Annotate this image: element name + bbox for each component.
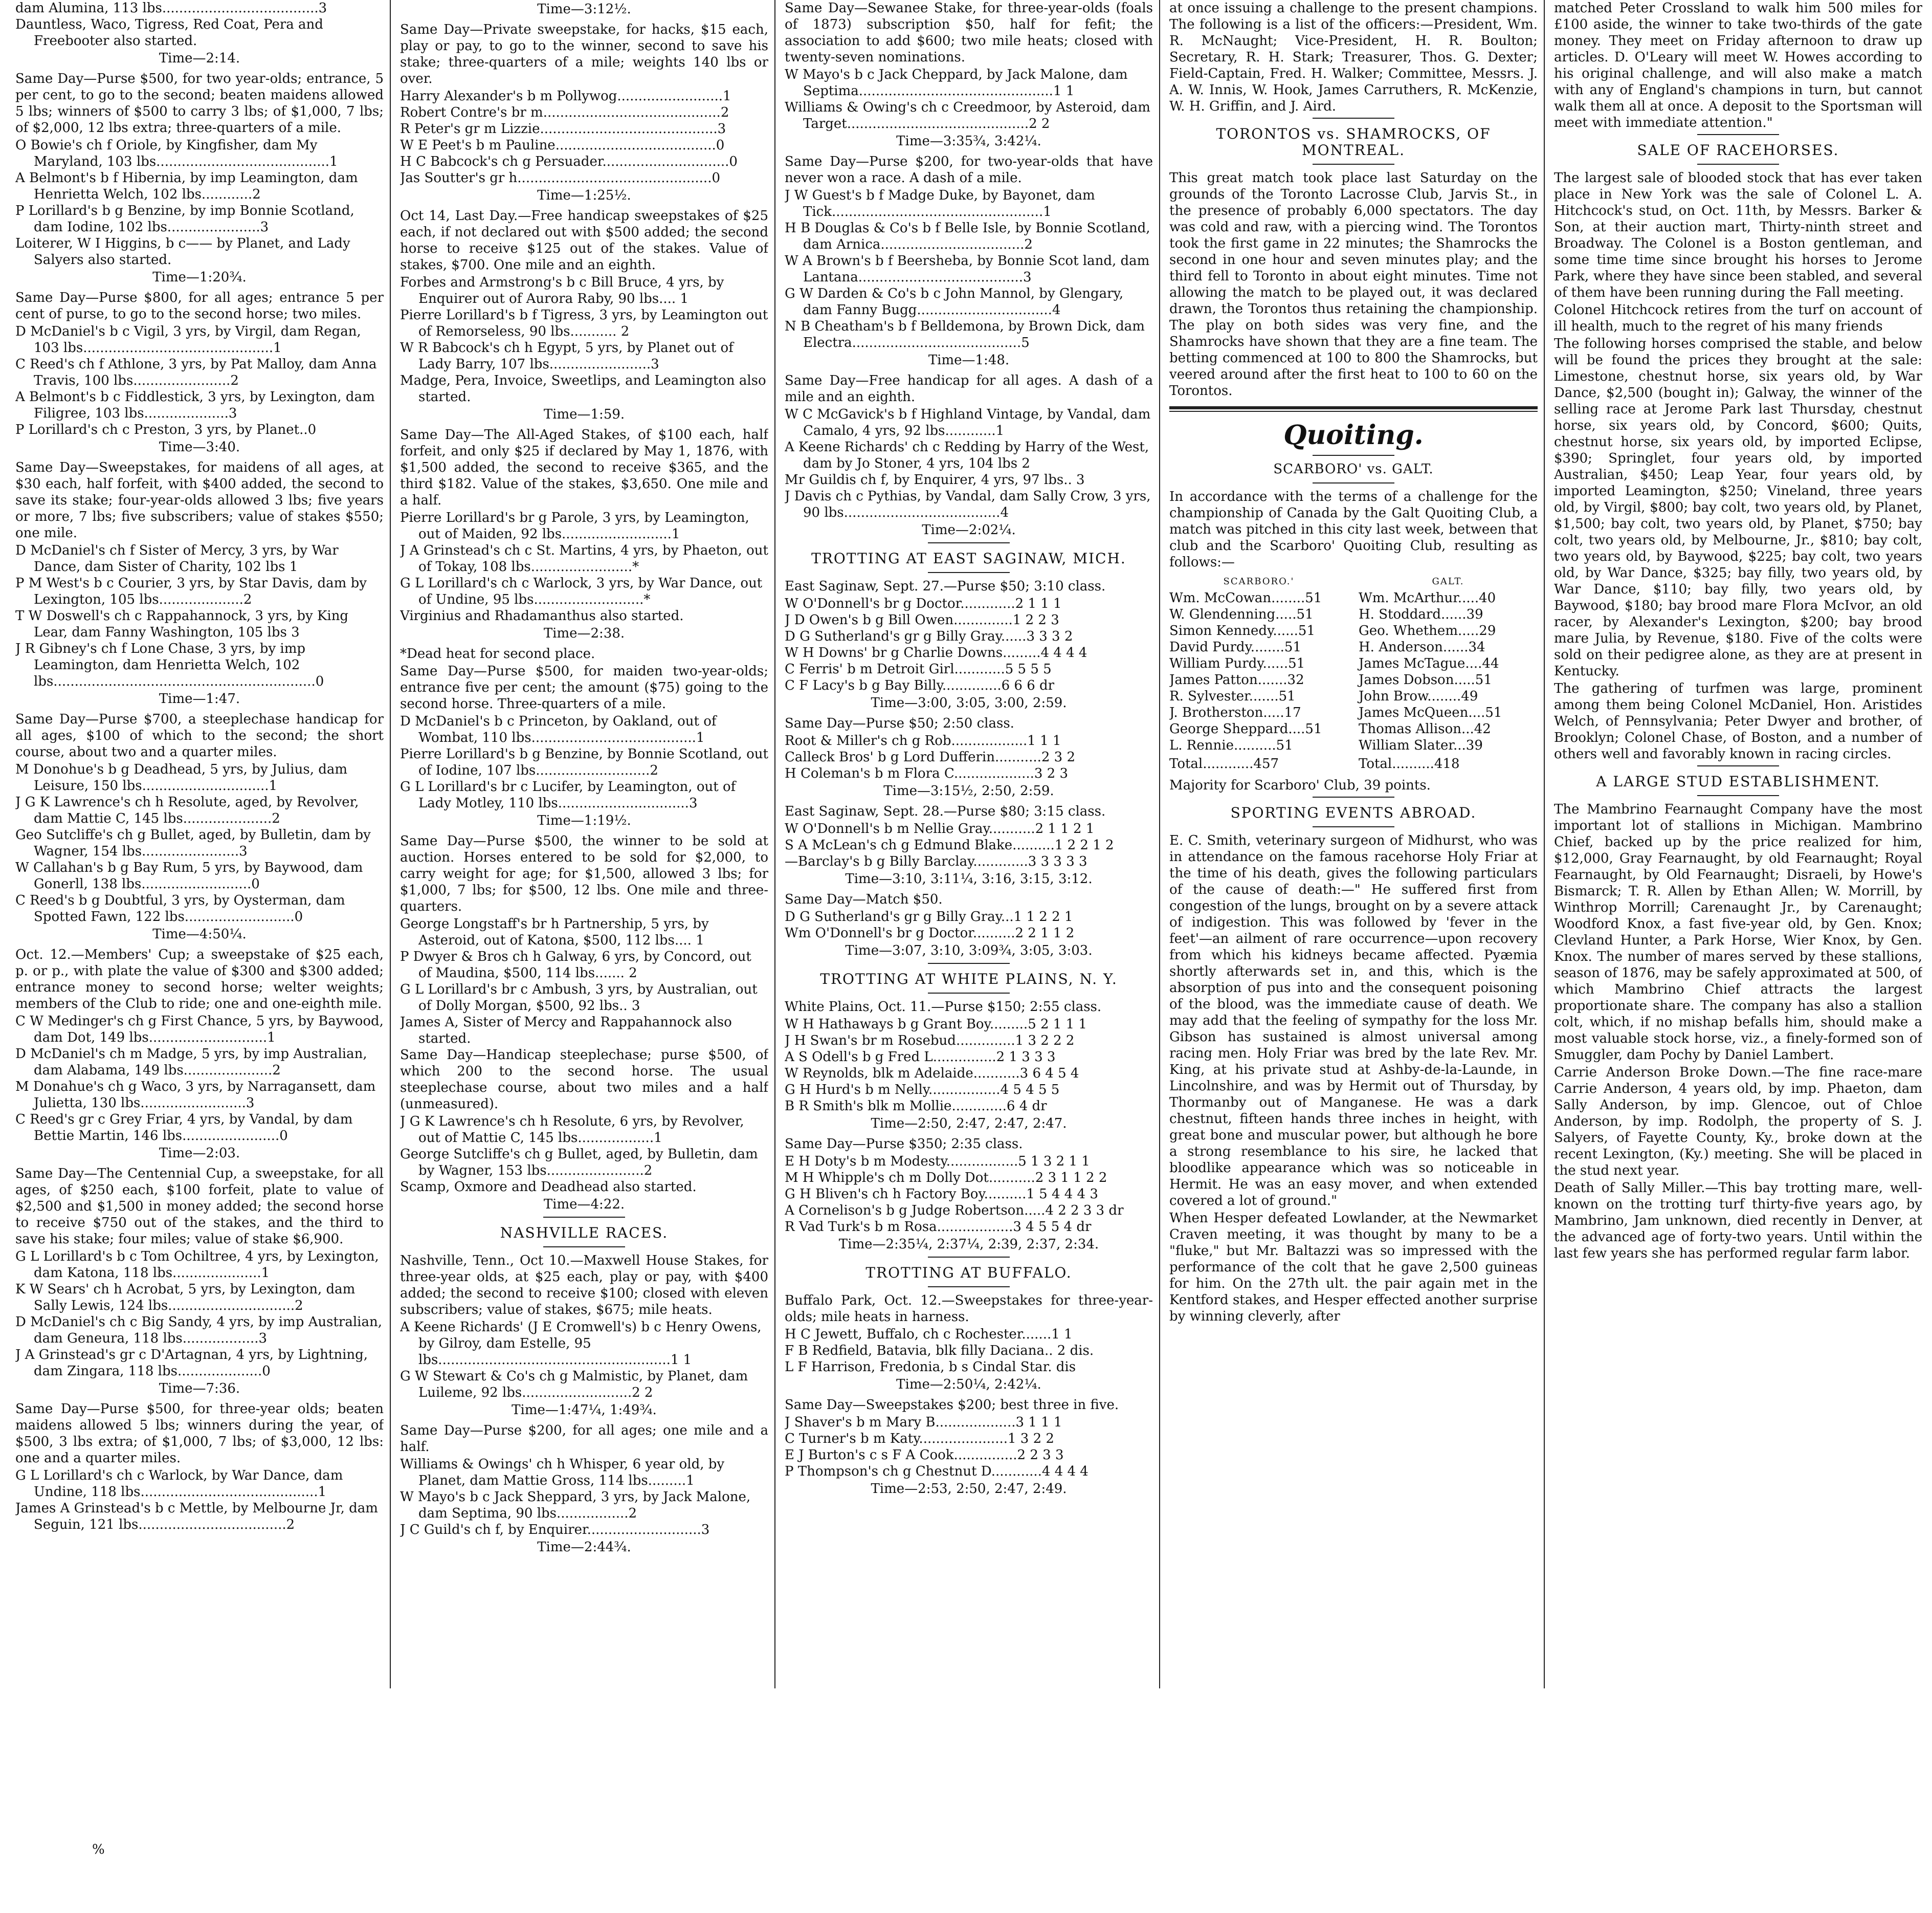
entry: George Sutcliffe's ch g Bullet, aged, by Bulletin, dam by Wagner, 153 lbs.......................2 (400, 1147, 758, 1178)
entry: P M West's b c Courier, 3 yrs, by Star Davis, dam by Lexington, 105 lbs....................2 (15, 576, 367, 607)
divider (1313, 118, 1394, 119)
entry: —Barclay's b g Billy Barclay.............3 3 3 3 3 (785, 854, 1087, 869)
column-3 (785, 0, 1153, 1913)
entry: K W Sears' ch h Acrobat, 5 yrs, by Lexington, dam Sally Lewis, 124 lbs..............................2 (15, 1282, 356, 1313)
race-time: Time—1:59. (543, 407, 625, 422)
section-heading: TROTTING AT EAST SAGINAW, MICH. (811, 550, 1126, 567)
article-text: at once issuing a challenge to the present champions. The following is a list of the officers:—President, Wm. R. McNaught; Vice-President, H. R. Boulton; Secretary, R. H. Stark; Treasurer, Thos. G. Dexter; Field-Captain, Fred. H. Walker; Committee, Messrs. J. A. W. Innis, W. Hook, James Carruthers, R. McKenzie, W. H. Griffin, and J. Aird. (1169, 1, 1538, 114)
score-row: H. Stoddard......39 (1359, 607, 1483, 622)
entry: Williams & Owing's ch c Creedmoor, by Asteroid, dam Target...........................................2 2 (785, 100, 1150, 131)
race-conditions: Same Day—Purse $500, for two year-olds; entrance, 5 per cent, to go to the second; beaten maidens allowed 5 lbs; winners of $500 to carry 3 lbs; of $1,000, 7 lbs; of $2,000, 12 lbs extra; three-quarters of a mile. (15, 71, 384, 136)
article-text: E. C. Smith, veterinary surgeon of Midhurst, who was in attendance on the famous racehorse Holy Friar at the time of his death, gives the following particulars of the cause of death:—" He suffered first from congestion of the lungs, brought on by a severe attack of indigestion. This was followed by 'fever in the feet'—an ailment of rare occurrence—upon recovery from which his kidneys became affected. Pyæmia shortly afterwards set in, and this, which is the absorption of pus into and the consequent poisoning of the blood, was the immediate cause of death. We may add that the feeling of sympathy for the loss Mr. Gibson has sustained is almost universal among racing men. Holy Friar was bred by the late Rev. Mr. King, at his private stud at Ashby-de-la-Launde, in Lincolnshire, and was by Hermit out of Thursday, by Thormanby out of Manganese. He was a dark chestnut, fifteen hands three inches in height, with great bone and muscular power, but although he bore a strong resemblance to his sire, he lacked that bloodlike appearance which was so noticeable in Hermit. He was an easy mover, and when extended covered a lot of ground." (1169, 833, 1538, 1208)
section-heading: A LARGE STUD ESTABLISHMENT. (1596, 773, 1880, 790)
divider (928, 963, 1010, 964)
entry: G L Lorillard's br c Ambush, 3 yrs, by Australian, out of Dolly Morgan, $500, 92 lbs.. 3 (400, 982, 758, 1014)
subheading: SCARBORO' vs. GALT. (1273, 461, 1434, 477)
entry: W Mayo's b c Jack Cheppard, by Jack Malone, dam Septima..............................................1 1 (785, 67, 1128, 99)
column-rule (390, 0, 391, 1688)
score-row: Thomas Allison...42 (1359, 721, 1491, 737)
race-conditions: Same Day—Purse $200, for two-year-olds that have never won a race. A dash of a mile. (785, 154, 1153, 186)
entry: R Vad Turk's b m Rosa..................3 4 5 5 4 dr (785, 1219, 1092, 1235)
entry: Scamp, Oxmore and Deadhead also started. (400, 1179, 697, 1195)
entry: O Bowie's ch f Oriole, by Kingfisher, dam My Maryland, 103 lbs.........................................1 (15, 138, 338, 169)
article-text: Death of Sally Miller.—This bay trotting mare, well-known on the trotting turf thirty-five years ago, by Mambrino, Jam unknown, died recently in Denver, at the advanced age of forty-two years. Until within the last few years she has performed regular farm labor. (1554, 1180, 1922, 1261)
entry: Pierre Lorillard's br g Parole, 3 yrs, by Leamington, out of Maiden, 92 lbs..........................1 (400, 510, 749, 542)
entry: C W Medinger's ch g First Chance, 5 yrs, by Baywood, dam Dot, 149 lbs............................1 (15, 1014, 384, 1045)
entry: W Mayo's b c Jack Sheppard, 3 yrs, by Jack Malone, dam Septima, 90 lbs.................2 (400, 1489, 751, 1521)
entry: G L Lorillard's ch c Warlock, 3 yrs, by War Dance, out of Undine, 95 lbs..........................* (400, 576, 763, 607)
race-time: Time—3:07, 3:10, 3:09¾, 3:05, 3:03. (845, 943, 1093, 958)
race-conditions: White Plains, Oct. 11.—Purse $150; 2:55 class. (785, 999, 1102, 1015)
entry: W Reynolds, blk m Adelaide...........3 6 4 5 4 (785, 1066, 1079, 1081)
entry: D McDaniel's b c Vigil, 3 yrs, by Virgil, dam Regan, 103 lbs.............................................1 (15, 324, 361, 356)
race-conditions: Oct 14, Last Day.—Free handicap sweepstakes of $25 each, if not declared out with $500 added; the second horse to receive $125 out of the stakes. Value of stakes, $700. One mile and an eighth. (400, 208, 768, 273)
entry: J D Owen's b g Bill Owen..............1 2 2 3 (785, 612, 1059, 628)
race-conditions: Same Day—Purse $500, for maiden two-year-olds; entrance five per cent; the amount ($75) going to the second horse. Three-quarters of a mile. (400, 664, 768, 712)
race-time: Time—3:40. (159, 439, 240, 455)
score-row: James Patton.......32 (1169, 672, 1304, 688)
entry: H C Babcock's ch g Persuader..............................0 (400, 154, 738, 169)
race-time: Time—3:00, 3:05, 3:00, 2:59. (871, 695, 1067, 711)
entry: Loiterer, W I Higgins, b c—— by Planet, and Lady Salyers also started. (15, 236, 350, 268)
race-conditions: Same Day—Purse $700, a steeplechase handicap for all ages, $100 of which to the second; the short course, about two and a quarter miles. (15, 712, 384, 760)
entry: C Reed's b g Doubtful, 3 yrs, by Oysterman, dam Spotted Fawn, 122 lbs..........................0 (15, 893, 345, 925)
entry: J Shaver's b m Mary B...................3 1 1 1 (785, 1415, 1062, 1430)
entry: D McDaniel's ch c Big Sandy, 4 yrs, by imp Australian, dam Geneura, 118 lbs..................3 (15, 1314, 383, 1346)
race-time: Time—4:22. (543, 1197, 625, 1212)
score-row: James Dobson.....51 (1359, 672, 1492, 688)
entry: R Peter's gr m Lizzie..........................................3 (400, 121, 726, 137)
divider (928, 542, 1010, 543)
race-time: Time—1:19½. (537, 813, 631, 828)
race-time: Time—1:20¾. (152, 270, 247, 285)
entry: Virginius and Rhadamanthus also started. (400, 608, 684, 624)
entry: Root & Miller's ch g Rob..................1 1 1 (785, 733, 1061, 749)
race-conditions: Same Day—Private sweepstake, for hacks, $15 each, play or pay, to go to the winner, second to save his stake; three-quarters of a mile; weights 140 lbs or over. (400, 22, 768, 86)
entry: dam Alumina, 113 lbs.....................................3 (15, 1, 327, 16)
race-conditions: Same Day—Sweepstakes, for maidens of all ages, at $30 each, half forfeit, with $400 added, the second to save its stake; four-year-olds allowed 3 lbs; five years or more, 7 lbs; five subscribers; value of stakes $550; one mile. (15, 460, 384, 541)
entry: M Donahue's ch g Waco, 3 yrs, by Narragansett, dam Julietta, 130 lbs.........................3 (15, 1079, 376, 1111)
race-conditions: Same Day—Purse $50; 2:50 class. (785, 716, 1014, 731)
divider (1697, 164, 1779, 165)
divider (1313, 482, 1394, 483)
entry: A Keene Richards' (J E Cromwell's) b c Henry Owens, by Gilroy, dam Estelle, 95 lbs.......................................................1 1 (400, 1320, 762, 1368)
entry: D G Sutherland's gr g Billy Gray......3 3 3 2 (785, 629, 1073, 644)
entry: A Cornelison's b g Judge Robertson.....4 2 2 3 3 dr (785, 1203, 1124, 1218)
score-total-right: Total..........418 (1359, 756, 1460, 772)
section-banner: Quoiting. (1283, 420, 1424, 451)
column-1 (15, 0, 384, 1913)
entry: P Lorillard's b g Benzine, by imp Bonnie Scotland, dam Iodine, 102 lbs......................3 (15, 203, 354, 235)
race-conditions: East Saginaw, Sept. 28.—Purse $80; 3:15 class. (785, 804, 1106, 819)
entry: Madge, Pera, Invoice, Sweetlips, and Leamington also started. (400, 373, 766, 405)
entry: G H Bliven's ch h Factory Boy..........1 5 4 4 4 3 (785, 1186, 1098, 1202)
entry: W O'Donnell's b m Nellie Gray...........2 1 1 2 1 (785, 821, 1095, 837)
score-row: H. Anderson......34 (1359, 640, 1485, 655)
article-text: In accordance with the terms of a challenge for the championship of Canada by the Galt Quoiting Club, a match was pitched in this city last week, between that club and the Scarboro' Quoiting Club, resulting as follows:— (1169, 489, 1538, 570)
race-time: Time—2:53, 2:50, 2:47, 2:49. (871, 1481, 1067, 1497)
column-rule (1159, 0, 1160, 1688)
entry: W A Brown's b f Beersheba, by Bonnie Scot land, dam Lantana.......................................3 (785, 253, 1150, 285)
score-table (1169, 574, 1538, 772)
divider (928, 572, 1010, 573)
entry: B R Smith's blk m Mollie.............6 4 dr (785, 1098, 1047, 1114)
race-conditions: Same Day—Purse $800, for all ages; entrance 5 per cent of purse, to go to the second horse; two miles. (15, 290, 384, 322)
entry: C Ferris' b m Detroit Girl............5 5 5 5 (785, 662, 1052, 677)
section-heading: SALE OF RACEHORSES. (1637, 142, 1839, 159)
entry: M H Whipple's ch m Dolly Dot...........2 3 1 1 2 2 (785, 1170, 1107, 1185)
race-time: Time—3:35¾, 3:42¼. (896, 134, 1041, 149)
article-text: The following horses comprised the stable, and below will be found the prices they brought at the sale: Limestone, chestnut horse, six years old, by War Dance, $2,500 (bought in); Galway, the winner of the selling race at Jerome Park last Thursday, chestnut horse, six years old, by Concord, $600; Quits, chestnut horse, six years old, by imported Eclipse, $390; Springlet, four years old, by imported Australian, $450; Leap Year, four years old, by imported Leamington, $250; Vineland, three years old, by Virgil, $800; bay colt, two years old, by Planet, $1,500; bay colt, two years old, by Planet, $750; bay colt, two years old, by Melbourne, Jr., $810; bay colt, two years old, by Baywood, $225; bay colt, two years old, by War Dance, $325; bay filly, two years old, by War Dance, $110; bay filly, two years old, by Baywood, $180; bay brood mare Flora McIvor, an old racer, by Alexander's Lexington, $200; bay brood mare Julia, by Revenue, $180. Five of the colts were sold on their pedigree alone, as they are at present in Kentucky. (1554, 336, 1922, 679)
entry: W H Downs' br g Charlie Downs.........4 4 4 4 (785, 645, 1087, 661)
entry: C Reed's ch f Athlone, 3 yrs, by Pat Malloy, dam Anna Travis, 100 lbs.......................2 (15, 357, 377, 388)
race-time: Time—2:14. (159, 51, 240, 66)
entry: P Thompson's ch g Chestnut D............4 4 4 4 (785, 1464, 1089, 1479)
entry: W Callahan's b g Bay Rum, 5 yrs, by Baywood, dam Gonerll, 138 lbs..........................0 (15, 860, 363, 892)
entry: E J Burton's c s F A Cook...............2 2 3 3 (785, 1447, 1064, 1463)
entry: L F Harrison, Fredonia, b s Cindal Star. dis (785, 1359, 1076, 1375)
section-heading: TROTTING AT BUFFALO. (865, 1264, 1072, 1281)
column-2 (400, 0, 768, 1913)
section-heading: NASHVILLE RACES. (500, 1224, 669, 1241)
entry: J Davis ch c Pythias, by Vandal, dam Sally Crow, 3 yrs, 90 lbs.....................................4 (785, 489, 1151, 520)
entry: J C Guild's ch f, by Enquirer...........................3 (400, 1522, 710, 1537)
race-conditions: Nashville, Tenn., Oct 10.—Maxwell House Stakes, for three-year olds, at $25 each, play or pay, with $400 added; the second to receive $100; closed with eleven subscribers; value of stakes, $675; mile heats. (400, 1253, 768, 1317)
race-time: Time—7:36. (159, 1381, 240, 1396)
section-rule (1169, 406, 1538, 412)
race-time: Time—1:47. (159, 691, 240, 707)
entry: Calleck Bros' b g Lord Dufferin...........2 3 2 (785, 750, 1076, 765)
divider (1697, 765, 1779, 766)
race-time: Time—2:44¾. (537, 1540, 631, 1555)
score-row: Simon Kennedy......51 (1169, 623, 1315, 639)
entry: G H Hurd's b m Nelly.................4 5 4 5 5 (785, 1082, 1060, 1097)
race-time: Time—2:38. (543, 626, 625, 641)
entry: D McDaniel's ch m Madge, 5 yrs, by imp Australian, dam Alabama, 149 lbs.....................2 (15, 1046, 367, 1078)
entry: Forbes and Armstrong's b c Bill Bruce, 4 yrs, by Enquirer out of Aurora Raby, 90 lbs.... 1 (400, 275, 724, 306)
score-row: George Sheppard....51 (1169, 721, 1322, 737)
race-conditions: Oct. 12.—Members' Cup; a sweepstake of $25 each, p. or p., with plate the value of $300 and $300 added; entrance money to second horse; welter weights; members of the Club to ride; one and one-eighth mile. (15, 947, 384, 1012)
score-row: James McQueen....51 (1359, 705, 1502, 720)
race-conditions: Same Day—Sewanee Stake, for three-year-olds (foals of 1873) subscription $50, half for fefit; the association to add $600; two mile heats; closed with twenty-seven nominations. (785, 1, 1153, 65)
article-text: This great match took place last Saturday on the grounds of the Toronto Lacrosse Club, Jarvis St., in the presence of probably 6,000 spectators. The day was cold and raw, with a piercing wind. The Torontos took the first game in 22 minutes; the Shamrocks the second in one hour and seven minutes play; and the third fell to Toronto in about eight minutes. Time not allowing the match to be played out, it was declared drawn, the Torontos thus retaining the championship. The play on both sides was very fine, and the Shamrocks have shown that they are a fine team. The betting commenced at 100 to 800 the Shamrocks, but veered around after the first heat to 100 to 60 on the Torontos. (1169, 170, 1538, 399)
race-conditions: Same Day—Purse $350; 2:35 class. (785, 1136, 1023, 1152)
race-conditions: Same Day—Match $50. (785, 892, 943, 907)
score-row: Geo. Whethem.....29 (1359, 623, 1496, 639)
divider (1697, 795, 1779, 796)
entry: J R Gibney's ch f Lone Chase, 3 yrs, by imp Leamington, dam Henrietta Welch, 102 lbs..............................................................0 (15, 641, 324, 689)
entry: J H Swan's br m Rosebud..............1 3 2 2 2 (785, 1033, 1075, 1048)
entry: A S Odell's b g Fred L...............2 1 3 3 3 (785, 1049, 1056, 1065)
entry: E H Doty's b m Modesty.................5 1 3 2 1 1 (785, 1154, 1090, 1169)
race-conditions: Buffalo Park, Oct. 12.—Sweepstakes for three-year-olds; mile heats in harness. (785, 1293, 1153, 1325)
entry: D McDaniel's b c Princeton, by Oakland, out of Wombat, 110 lbs.......................................1 (400, 714, 717, 745)
divider (928, 1286, 1010, 1287)
article-text: The Mambrino Fearnaught Company have the most important lot of stallions in Michigan. Mambrino Chief, backed up by the price realized for him, $12,000, Gray Fearnaught, by old Fearnaught; Royal Fearnaught, by Old Fearnaught; Disraeli, by Howe's Bismarck; T. R. Allen by Ethan Allen; W. Morrill, by Winthrop Morrill; Carenaught Jr., by Carenaught; Woodford Knox, a fast five-year old, by Gen. Knox; Clevland Hunter, a Park Horse, Wier Knox, by Gen. Knox. The number of mares served by these stallions, season of 1876, may be safely approximated at 500, of which Mambrino Chief attracts the largest proportionate share. The company has also a stallion colt, which, if no mishap befalls him, should make a most valuable stock horse, viz., a finely-formed son of Smuggler, dam Pochy by Daniel Lambert. (1554, 802, 1922, 1063)
race-time: Time—2:02¼. (922, 522, 1016, 538)
entry: James A Grinstead's b c Mettle, by Melbourne Jr, dam Seguin, 121 lbs...................................2 (15, 1501, 378, 1532)
score-total-left: Total............457 (1169, 756, 1279, 772)
score-row: Wm. McCowan........51 (1169, 590, 1322, 606)
entry: T W Doswell's ch c Rappahannock, 3 yrs, by King Lear, dam Fanny Washington, 105 lbs 3 (15, 608, 349, 640)
entry: George Longstaff's br h Partnership, 5 yrs, by Asteroid, out of Katona, $500, 112 lbs.... 1 (400, 916, 709, 948)
entry: W H Hathaways b g Grant Boy.........5 2 1 1 1 (785, 1017, 1087, 1032)
divider (1313, 455, 1394, 456)
race-time: Time—3:12½. (537, 2, 631, 17)
race-conditions: Same Day—The Centennial Cup, a sweepstake, for all ages, of $250 each, $100 forfeit, plate to value of $2,500 and $1,500 in money added; the second horse to receive $750 out of the stakes, and the third to save his stake; four miles; value of stake $6,900. (15, 1166, 384, 1247)
entry: Dauntless, Waco, Tigress, Red Coat, Pera and Freebooter also started. (15, 17, 323, 49)
entry: A Belmont's b c Fiddlestick, 3 yrs, by Lexington, dam Filigree, 103 lbs....................3 (15, 389, 375, 421)
race-conditions: Same Day—Purse $500, the winner to be sold at auction. Horses entered to be sold for $2,000, to carry weight for age; for $1,500, allowed 3 lbs; for $1,000, 7 lbs; for $500, 12 lbs. One mile and three-quarters. (400, 833, 768, 914)
entry: A Belmont's b f Hibernia, by imp Leamington, dam Henrietta Welch, 102 lbs............2 (15, 170, 358, 202)
entry: Geo Sutcliffe's ch g Bullet, aged, by Bulletin, dam by Wagner, 154 lbs.......................3 (15, 827, 371, 859)
divider (1313, 164, 1394, 165)
page-mark: % (92, 1842, 105, 1857)
entry: Harry Alexander's b m Pollywog.........................1 (400, 89, 731, 104)
entry: C Turner's b m Katy.....................1 3 2 2 (785, 1431, 1054, 1446)
entry: J W Guest's b f Madge Duke, by Bayonet, dam Tick..................................................1 (785, 188, 1095, 219)
race-conditions: Same Day—Purse $200, for all ages; one mile and a half. (400, 1423, 768, 1455)
divider (1697, 134, 1779, 135)
score-header-left: SCARBORO.' (1223, 576, 1295, 587)
race-time: Time—3:10, 3:11¼, 3:16, 3:15, 3:12. (845, 871, 1093, 887)
entry: Pierre Lorillard's b f Tigress, 3 yrs, by Leamington out of Remorseless, 90 lbs........... 2 (400, 307, 768, 339)
entry: D G Sutherland's gr g Billy Gray...1 1 2 2 1 (785, 909, 1073, 925)
column-rule (1544, 0, 1545, 1688)
article-text: matched Peter Crossland to walk him 500 miles for £100 aside, the winner to take two-thirds of the gate money. They meet on Friday afternoon to draw up articles. D. O'Leary will meet W. Howes according to his original challenge, and will also make a match with any of England's champions in turn, but cannot walk them all at once. A deposit to the Sportsman will meet with immediate attention." (1554, 1, 1922, 130)
score-header-right: GALT. (1432, 576, 1464, 587)
column-4 (1169, 0, 1538, 1913)
race-conditions: East Saginaw, Sept. 27.—Purse $50; 3:10 class. (785, 579, 1106, 594)
entry: G L Lorillard's br c Lucifer, by Leamington, out of Lady Motley, 110 lbs...............................3 (400, 779, 736, 811)
entry: J G K Lawrence's ch h Resolute, 6 yrs, by Revolver, out of Mattie C, 145 lbs..................1 (400, 1114, 744, 1146)
entry: P Lorillard's ch c Preston, 3 yrs, by Planet..0 (15, 422, 317, 437)
race-time: Time—2:35¼, 2:37¼, 2:39, 2:37, 2:34. (838, 1237, 1099, 1252)
race-time: Time—3:15½, 2:50, 2:59. (883, 783, 1054, 799)
score-row: James McTague....44 (1359, 656, 1499, 671)
race-time: Time—2:50, 2:47, 2:47, 2:47. (871, 1116, 1067, 1131)
race-conditions: Same Day—Purse $500, for three-year olds; beaten maidens allowed 5 lbs; winners during the year, of $500, 3 lbs extra; of $1,000, 7 lbs; of $3,000, 12 lbs: one and a quarter miles. (15, 1401, 384, 1466)
article-text: When Hesper defeated Lowlander, at the Newmarket Craven meeting, it was thought by many to be a "fluke," but Mr. Baltazzi was so impressed with the performance of the colt that he gave 2,500 guineas for him. On the 27th ult. the pair again met in the Kentford stakes, and Hesper effected another surprise by winning cleverly, after (1169, 1211, 1538, 1324)
entry: H B Douglas & Co's b f Belle Isle, by Bonnie Scotland, dam Arnica..................................2 (785, 221, 1150, 252)
entry: A Keene Richards' ch c Redding by Harry of the West, dam by Jo Stoner, 4 yrs, 104 lbs 2 (785, 439, 1149, 471)
score-row: J. Brotherston.....17 (1169, 705, 1301, 720)
divider (543, 1246, 625, 1247)
section-heading: TROTTING AT WHITE PLAINS, N. Y. (820, 971, 1118, 987)
article-text: Colonel Hitchcock retires from the turf on account of ill health, much to the regret of his many friends (1554, 302, 1922, 334)
entry: Jas Soutter's gr h..............................................0 (400, 170, 721, 186)
entry: James A, Sister of Mercy and Rappahannock also started. (400, 1015, 732, 1046)
entry: W O'Donnell's br g Doctor.............2 1 1 1 (785, 596, 1062, 611)
score-row: Wm. McArthur.....40 (1359, 590, 1496, 606)
section-heading: SPORTING EVENTS ABROAD. (1230, 804, 1477, 821)
race-time: Time—1:25½. (537, 188, 631, 203)
race-time: Time—1:48. (928, 353, 1010, 368)
entry: F B Redfield, Batavia, blk filly Daciana.. 2 dis. (785, 1343, 1094, 1358)
race-time: Time—2:03. (159, 1146, 240, 1161)
divider (1313, 826, 1394, 827)
race-time: Time—1:47¼, 1:49¾. (512, 1402, 657, 1418)
race-conditions: Same Day—Handicap steeplechase; purse $500, of which 200 to the second horse. The usual steeplechase course, about two miles and a half (unmeasured). (400, 1047, 768, 1112)
footnote: *Dead heat for second place. (400, 646, 595, 662)
entry: G W Stewart & Co's ch g Malmistic, by Planet, dam Luileme, 92 lbs..........................2 2 (400, 1369, 748, 1400)
entry: G L Lorillard's ch c Warlock, by War Dance, dam Undine, 118 lbs..........................................1 (15, 1468, 343, 1500)
column-rule (774, 0, 775, 1688)
score-row: R. Sylvester.......51 (1169, 689, 1296, 704)
race-conditions: Same Day—The All-Aged Stakes, of $100 each, half forfeit, and only $25 if declared by May 1, 1876, with $1,500 added, the second to receive $365, and the third $182. Value of the stakes, $3,650. One mile and a half. (400, 427, 768, 508)
score-row: John Brow........49 (1359, 689, 1478, 704)
score-row: William Slater...39 (1359, 738, 1483, 753)
divider (543, 1217, 625, 1218)
article-text: Carrie Anderson Broke Down.—The fine race-mare Carrie Anderson, 4 years old, by imp. Phaeton, dam Sally Anderson, by imp. Glencoe, out of Chloe Anderson, by imp. Rodolph, the property of S. J. Salyers, of Fayette County, Ky., broke down at the recent Lexington, (Ky.) meeting. She will be placed in the stud next year. (1554, 1065, 1922, 1178)
entry: H C Jewett, Buffalo, ch c Rochester.......1 1 (785, 1327, 1073, 1342)
entry: D McDaniel's ch f Sister of Mercy, 3 yrs, by War Dance, dam Sister of Charity, 102 lbs 1 (15, 543, 339, 575)
race-time: Time—2:50¼, 2:42¼. (896, 1377, 1041, 1392)
entry: M Donohue's b g Deadhead, 5 yrs, by Julius, dam Leisure, 150 lbs..............................1 (15, 762, 348, 794)
article-text: Majority for Scarboro' Club, 39 points. (1169, 778, 1431, 793)
divider (1313, 797, 1394, 798)
entry: W R Babcock's ch h Egypt, 5 yrs, by Planet out of Lady Barry, 107 lbs........................3 (400, 340, 734, 372)
entry: S A McLean's ch g Edmund Blake..........1 2 2 1 2 (785, 838, 1114, 853)
race-conditions: Same Day—Sweepstakes $200; best three in five. (785, 1397, 1119, 1413)
entry: J A Grinstead's gr c D'Artagnan, 4 yrs, by Lightning, dam Zingara, 118 lbs....................0 (15, 1347, 368, 1379)
divider (928, 993, 1010, 994)
entry: G L Lorillard's b c Tom Ochiltree, 4 yrs, by Lexington, dam Katona, 118 lbs.....................1 (15, 1249, 379, 1281)
section-heading: TORONTOS vs. SHAMROCKS, OF MONTREAL. (1216, 125, 1491, 159)
score-row: William Purdy......51 (1169, 656, 1305, 671)
entry: C F Lacy's b g Bay Billy..............6 6 6 dr (785, 678, 1055, 693)
score-row: L. Rennie..........51 (1169, 738, 1293, 753)
score-row: W. Glendenning.....51 (1169, 607, 1314, 622)
divider (928, 1257, 1010, 1258)
entry: W C McGavick's b f Highland Vintage, by Vandal, dam Camalo, 4 yrs, 92 lbs............1 (785, 407, 1151, 438)
entry: H Coleman's b m Flora C...................3 2 3 (785, 766, 1069, 781)
score-row: David Purdy........51 (1169, 640, 1302, 655)
entry: W E Peet's b m Pauline......................................0 (400, 138, 725, 153)
entry: Mr Guildis ch f, by Enquirer, 4 yrs, 97 lbs.. 3 (785, 472, 1085, 488)
article-text: The largest sale of blooded stock that has ever taken place in New York was the sale of Colonel L. A. Hitchcock's stud, on Oct. 11th, by Messrs. Barker & Son, at their auction mart, Thirty-ninth street and Broadway. The Colonel is a Boston gentleman, and some time time since brought his horses to Jerome Park, where they have since been stabled, and several of them have been running during the Fall meeting. (1554, 170, 1922, 300)
race-conditions: Same Day—Free handicap for all ages. A dash of a mile and an eighth. (785, 373, 1153, 405)
entry: Wm O'Donnell's br g Doctor..........2 2 1 1 2 (785, 926, 1075, 941)
entry: J A Grinstead's ch c St. Martins, 4 yrs, by Phaeton, out of Tokay, 108 lbs........................* (400, 543, 768, 575)
column-5 (1554, 0, 1922, 1913)
race-time: Time—4:50¼. (152, 927, 247, 942)
entry: N B Cheatham's b f Belldemona, by Brown Dick, dam Electra........................................5 (785, 319, 1145, 350)
entry: J G K Lawrence's ch h Resolute, aged, by Revolver, dam Mattie C, 145 lbs.....................2 (15, 795, 359, 826)
entry: P Dwyer & Bros ch h Galway, 6 yrs, by Concord, out of Maudina, $500, 114 lbs....... 2 (400, 949, 751, 981)
article-text: The gathering of turfmen was large, prominent among them being Colonel McDaniel, Hon. Aristides Welch, of Pennsylvania; Peter Dwyer and brother, of Brooklyn; Colonel Chase, of Boston, and a number of others well and favorably known in racing circles. (1554, 681, 1922, 762)
entry: Williams & Owings' ch h Whisper, 6 year old, by Planet, dam Mattie Gross, 114 lbs.........1 (400, 1457, 725, 1488)
entry: C Reed's gr c Grey Friar, 4 yrs, by Vandal, by dam Bettie Martin, 146 lbs.......................0 (15, 1112, 353, 1144)
entry: G W Darden & Co's b c John Mannol, by Glengary, dam Fanny Bugg................................4 (785, 286, 1124, 318)
entry: Pierre Lorillard's b g Benzine, by Bonnie Scotland, out of Iodine, 107 lbs...........................2 (400, 746, 768, 778)
entry: Robert Contre's br m..........................................2 (400, 105, 729, 120)
